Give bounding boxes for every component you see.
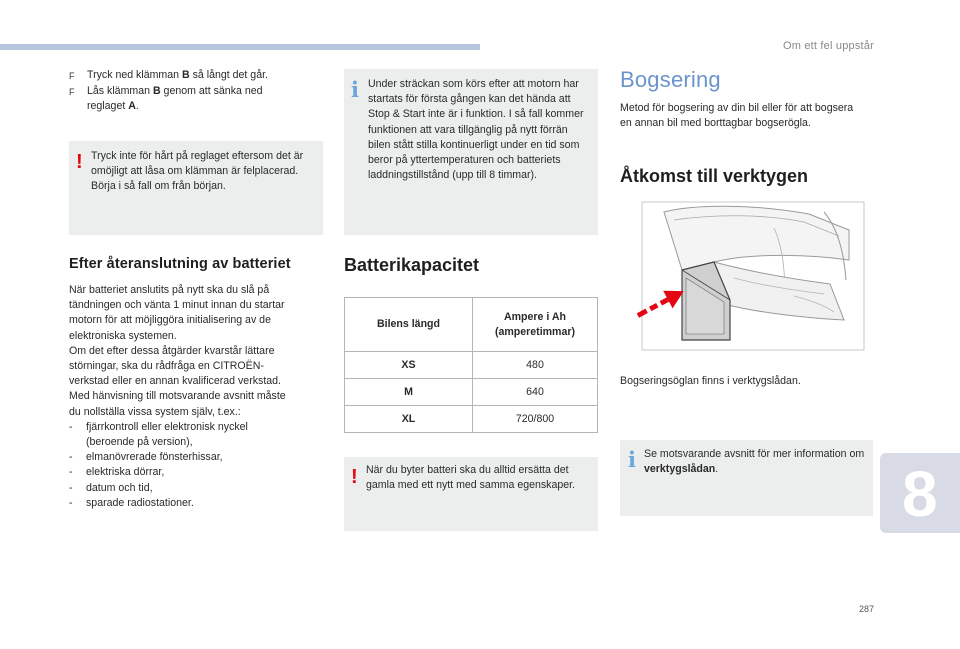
chapter-title: Om ett fel uppstår: [782, 40, 874, 52]
toolbox-illustration: [634, 200, 866, 352]
info-text: Se motsvarande avsnitt för mer information om verktygslådan.: [644, 448, 865, 476]
list-item: - elektriska dörrar,: [69, 466, 165, 479]
chapter-number: 8: [902, 458, 938, 530]
list-item: (beroende på version),: [86, 436, 193, 449]
info-icon: i: [351, 77, 359, 102]
table-cell: XL: [345, 406, 473, 433]
table-row: [345, 379, 598, 406]
instruction-item: F Tryck ned klämman B så långt det går.: [69, 68, 324, 84]
table-cell: 640: [473, 379, 598, 406]
page-title: Bogsering: [620, 67, 721, 92]
list-item: - elmanövrerade fönsterhissar,: [69, 451, 223, 464]
section-body: När batteriet anslutits på nytt ska du slå på tändningen och vänta 1 minut innan du startar motorn för att möjliggöra initialisering av de elektroniska systemen. Om det efter dessa åtgärder kvarstår lättare störningar, ska du rådfråga en CITROËN- verkstad eller en annan kvalificerad verkstad. Med hänvisning till motsvarande avsnitt måste du nollställa vissa system själv, t.ex.: - fjärrkontroll eller elektronisk nyckel (beroende på version), - elmanövrerade fönsterhissar, - elektriska dörrar, - datum och tid, - sparade radiostationer.: [69, 283, 329, 511]
table-cell: 480: [473, 352, 598, 379]
battery-capacity-table: [344, 297, 598, 433]
table-cell: XS: [345, 352, 473, 379]
table-cell: M: [345, 379, 473, 406]
table-row: [345, 406, 598, 433]
warning-icon: !: [76, 151, 83, 173]
warning-text: När du byter batteri ska du alltid ersätta det gamla med ett nytt med samma egenskaper.: [366, 464, 576, 492]
info-box: [344, 69, 598, 235]
table-row: [345, 352, 598, 379]
column-header: Bilens längd: [345, 298, 473, 352]
bullet-icon: F: [69, 87, 75, 98]
warning-box: [69, 141, 323, 235]
instruction-item: F Lås klämman B genom att sänka ned reglaget A.: [69, 84, 324, 114]
list-item: - datum och tid,: [69, 481, 153, 494]
header-bar: [0, 44, 480, 50]
section-heading: Efter återanslutning av batteriet: [69, 256, 291, 272]
warning-text: Tryck inte för hårt på reglaget eftersom det är omöjligt att låsa om klämman är felplacerad. Börja i så fall om från början.: [91, 150, 304, 193]
bullet-icon: F: [69, 71, 75, 81]
section-heading: Åtkomst till verktygen: [620, 166, 809, 186]
list-item: - sparade radiostationer.: [69, 496, 194, 509]
instruction-list: [69, 68, 324, 115]
info-box: [620, 440, 873, 516]
warning-icon: !: [351, 466, 358, 488]
column-header: Ampere i Ah (amperetimmar): [473, 298, 598, 352]
table-header-row: [345, 298, 598, 352]
info-text: Under sträckan som körs efter att motorn har startats för första gången kan det hända att Stop & Start inte är i funktion. I så fall kommer funktionen att vara tillgänglig på nytt förrän bilen stått stilla kontinuerligt under en tid som beror på yttertemperaturen och batteriets laddningstillstånd (upp till 8 timmar).: [368, 78, 584, 182]
section-heading: Batterikapacitet: [344, 255, 480, 275]
chapter-tab: [880, 453, 960, 533]
list-item: - fjärrkontroll eller elektronisk nyckel: [69, 420, 248, 433]
info-icon: i: [628, 447, 636, 472]
table-cell: 720/800: [473, 406, 598, 433]
warning-box: [344, 457, 598, 531]
page-number: 287: [858, 604, 874, 614]
seat-toolbox-drawing: [634, 200, 866, 352]
intro-text: Metod för bogsering av din bil eller för att bogsera en annan bil med borttagbar bogserögla.: [620, 102, 854, 130]
illustration-caption: Bogseringsöglan finns i verktygslådan.: [620, 375, 801, 387]
